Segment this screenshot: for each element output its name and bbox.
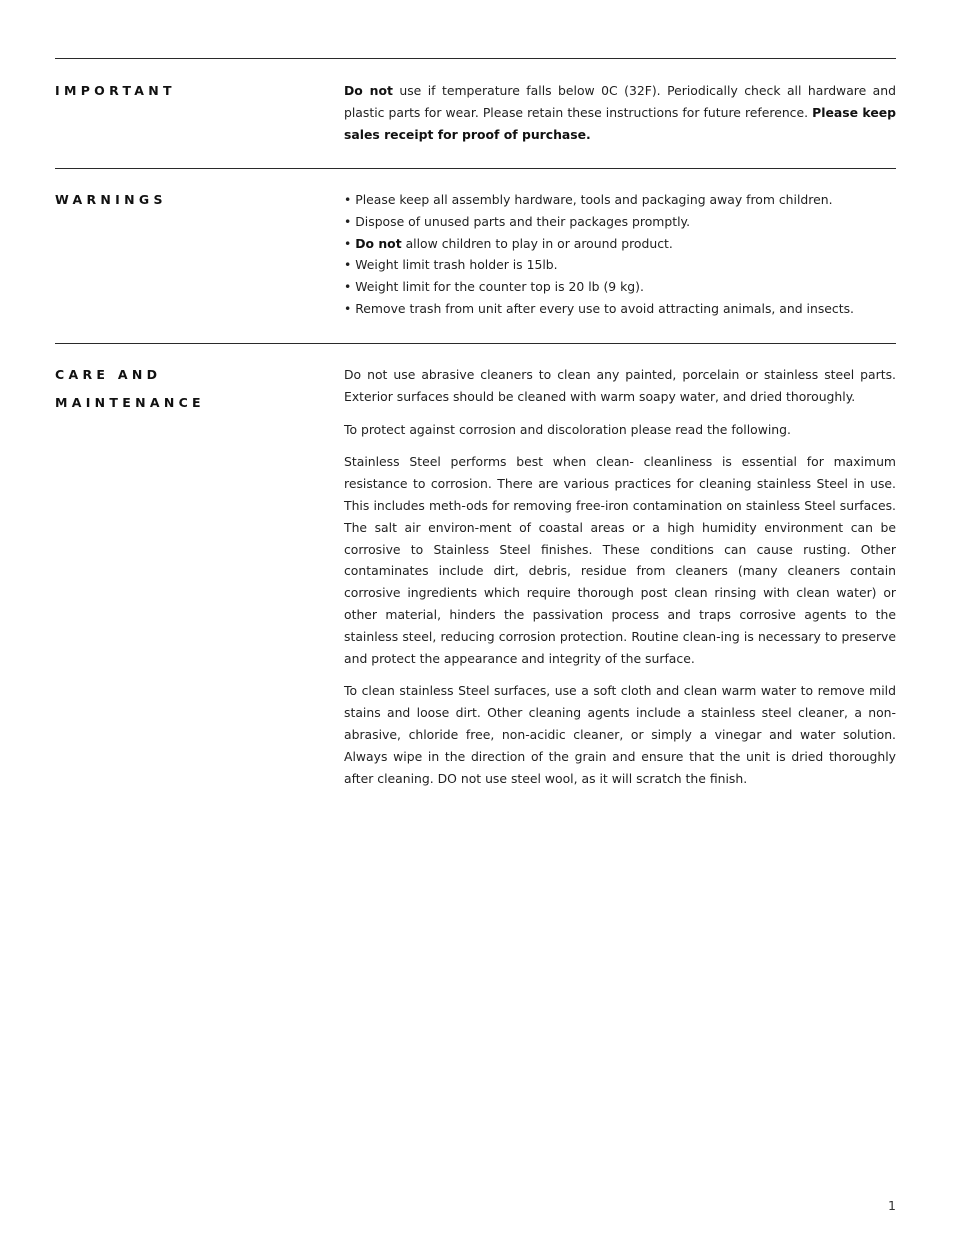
bullet-marker: • — [344, 279, 356, 295]
important-text: use if temperature falls below 0C (32F). Periodically check all hardware and plastic parts for wear. Please retain these instructions for future reference. — [344, 83, 896, 120]
bullet-marker: • — [344, 235, 356, 251]
warning-text: allow children to play in or around product. — [401, 235, 673, 251]
warnings-heading-text: WARNINGS — [55, 192, 167, 207]
care-divider — [55, 343, 896, 344]
top-divider — [55, 58, 896, 59]
bullet-marker: • — [344, 213, 356, 229]
care-heading-line2: MAINTENANCE — [55, 395, 205, 410]
warning-item — [344, 276, 896, 298]
page-number: 1 — [888, 1198, 896, 1213]
care-paragraph: To protect against corrosion and discoloration please read the following. — [344, 421, 791, 437]
bullet-marker: • — [344, 300, 356, 316]
important-do-not: Do not — [344, 83, 393, 98]
warnings-divider — [55, 168, 896, 169]
care-paragraph: Do not use abrasive cleaners to clean any painted, porcelain or stainless steel parts. Exterior surfaces should be cleaned with warm soapy water, and dried thoroughly. — [344, 367, 896, 404]
bullet-marker: • — [344, 192, 356, 207]
warnings-body — [344, 189, 896, 320]
warning-text: Weight limit for the counter top is 20 lb (9 kg). — [355, 279, 644, 295]
warning-item — [344, 298, 896, 320]
warning-text: Remove trash from unit after every use to avoid attracting animals, and insects. — [355, 300, 854, 316]
warning-item — [344, 189, 896, 211]
warnings-heading — [55, 186, 315, 214]
important-heading — [55, 77, 315, 105]
warning-item — [344, 211, 896, 233]
important-receipt-note: Please keep sales receipt for proof of purchase. — [344, 104, 896, 142]
warning-item — [344, 254, 896, 276]
warning-do-not: Do not — [355, 235, 402, 251]
important-body — [344, 80, 896, 156]
warning-text: Please keep all assembly hardware, tools and packaging away from children. — [355, 192, 833, 207]
warning-text: Dispose of unused parts and their packages promptly. — [355, 213, 691, 229]
important-heading-text: IMPORTANT — [55, 83, 176, 98]
warning-item — [344, 233, 896, 255]
care-paragraph: To clean stainless Steel surfaces, use a soft cloth and clean warm water to remove mild stains and loose dirt. Other cleaning agents include a stainless steel cleaner, a non-abrasive, chloride free, non-acidic cleaner, or simply a vinegar and water solution. Always wipe in the direction of the grain and ensure that the unit is dried thoroughly after cleaning. DO not use steel wool, as it will scratch the finish. — [344, 683, 896, 786]
care-heading-line1: CARE AND — [55, 367, 162, 382]
care-paragraph: Stainless Steel performs best when clean- cleanliness is essential for maximum resistance to corrosion. There are various practices for cleaning stainless Steel in use. This includes meth-ods for removing free-iron contamination on stainless Steel surfaces. The salt air environ-ment of coastal areas or a high humidity environment can be corrosive to Stainless Steel finishes. These conditions can cause rusting. Other contaminates include dirt, debris, residue from cleaners (many cleaners contain corrosive ingredients which require thorough post clean rinsing with clean water) or other material, hinders the passivation process and traps corrosive agents to the stainless steel, reducing corrosion protection. Routine clean-ing is necessary to preserve and protect the appearance and integrity of the surface. — [344, 454, 896, 666]
important-paragraph — [344, 80, 896, 145]
warnings-list — [344, 189, 896, 320]
warning-text: Weight limit trash holder is 15lb. — [355, 257, 558, 273]
care-body — [344, 364, 896, 800]
bullet-marker: • — [344, 257, 356, 273]
care-heading — [55, 361, 315, 417]
